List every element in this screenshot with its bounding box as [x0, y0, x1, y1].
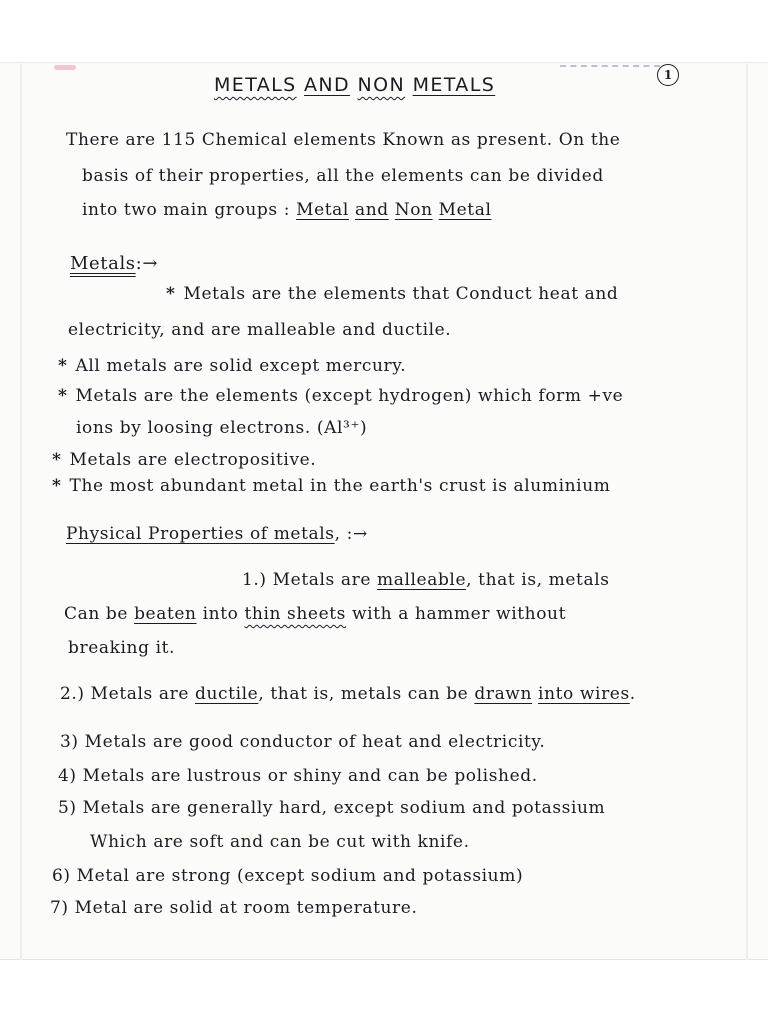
- metals-definition-line-1: [166, 284, 618, 304]
- bullet-2-text: Metals are the elements (except hydrogen) which form +ve: [75, 386, 624, 406]
- metals-heading-arrow: :→: [135, 253, 159, 274]
- bullet-marker: *: [166, 284, 176, 304]
- physical-properties-heading: [66, 524, 368, 544]
- pink-ink-mark: [54, 65, 76, 70]
- metals-bullet-4: [52, 476, 610, 496]
- page-left-edge: [20, 62, 22, 960]
- property-2-text-b: , that is, metals can be: [258, 684, 469, 704]
- title-word-1: METALS: [214, 74, 297, 96]
- term-and: and: [354, 200, 389, 220]
- property-1-text-a: Metals are: [272, 570, 371, 590]
- metals-definition-line-2: electricity, and are malleable and ductile.: [68, 320, 452, 340]
- property-4: 4) Metals are lustrous or shiny and can be polished.: [58, 766, 538, 786]
- bullet-marker: *: [58, 356, 68, 376]
- page-title: [214, 74, 495, 96]
- intro-line-1: There are 115 Chemical elements Known as present. On the: [66, 130, 621, 150]
- physical-heading-text: Physical Properties of metals: [66, 524, 335, 544]
- property-1-number: 1.): [242, 570, 267, 590]
- page-right-edge: [746, 62, 748, 960]
- bullet-1-text: All metals are solid except mercury.: [75, 356, 407, 376]
- metals-bullet-2: [58, 386, 623, 406]
- property-1-text-b: , that is, metals: [466, 570, 610, 590]
- metals-bullet-3: [52, 450, 316, 470]
- metals-heading-text: Metals: [70, 253, 136, 274]
- property-7: 7) Metal are solid at room temperature.: [50, 898, 418, 918]
- term-non: Non: [394, 200, 433, 220]
- page-number: 1: [657, 64, 679, 86]
- metals-bullet-2-line-2: ions by loosing electrons. (Al³⁺): [76, 418, 368, 438]
- term-metal: Metal: [296, 200, 349, 220]
- property-5-line-1: 5) Metals are generally hard, except sodium and potassium: [58, 798, 606, 818]
- property-1-into: into: [202, 604, 239, 624]
- term-metal-2: Metal: [438, 200, 492, 220]
- metals-heading: [70, 253, 158, 274]
- bullet-4-text: The most abundant metal in the earth's crust is aluminium: [69, 476, 611, 496]
- property-1-line-3: breaking it.: [68, 638, 176, 658]
- title-word-3: NON: [357, 74, 406, 96]
- bullet-marker: *: [52, 476, 62, 496]
- term-drawn: drawn: [474, 684, 533, 704]
- property-6: 6) Metal are strong (except sodium and potassium): [52, 866, 524, 886]
- intro-line-3: [82, 200, 492, 220]
- term-ductile: ductile: [195, 684, 259, 704]
- notebook-page: [0, 62, 768, 960]
- term-into-wires: into wires: [538, 684, 630, 704]
- bullet-marker: *: [58, 386, 68, 406]
- property-2-end: .: [629, 684, 636, 704]
- bullet-marker: *: [52, 450, 62, 470]
- property-1-line-2: [64, 604, 566, 624]
- property-3: 3) Metals are good conductor of heat and electricity.: [60, 732, 546, 752]
- metals-bullet-1: [58, 356, 406, 376]
- term-beaten: beaten: [134, 604, 197, 624]
- property-2-number: 2.): [60, 684, 85, 704]
- property-1-line-2-b: with a hammer without: [352, 604, 567, 624]
- bullet-3-text: Metals are electropositive.: [69, 450, 317, 470]
- term-malleable: malleable: [377, 570, 467, 590]
- term-thin-sheets: thin sheets: [244, 604, 347, 624]
- physical-heading-arrow: , :→: [334, 524, 368, 544]
- property-1-line-2-a: Can be: [64, 604, 129, 624]
- faded-header-scribble: [560, 57, 660, 67]
- intro-line-3-prefix: into two main groups :: [82, 200, 291, 220]
- property-2: [60, 684, 636, 704]
- def-line-1-text: Metals are the elements that Conduct heat and: [183, 284, 619, 304]
- property-1-line-1: [242, 570, 610, 590]
- property-5-line-2: Which are soft and can be cut with knife.: [90, 832, 470, 852]
- title-word-4: METALS: [412, 74, 496, 96]
- title-word-2: AND: [304, 74, 351, 96]
- intro-line-2: basis of their properties, all the elements can be divided: [82, 166, 604, 186]
- property-2-text-a: Metals are: [90, 684, 189, 704]
